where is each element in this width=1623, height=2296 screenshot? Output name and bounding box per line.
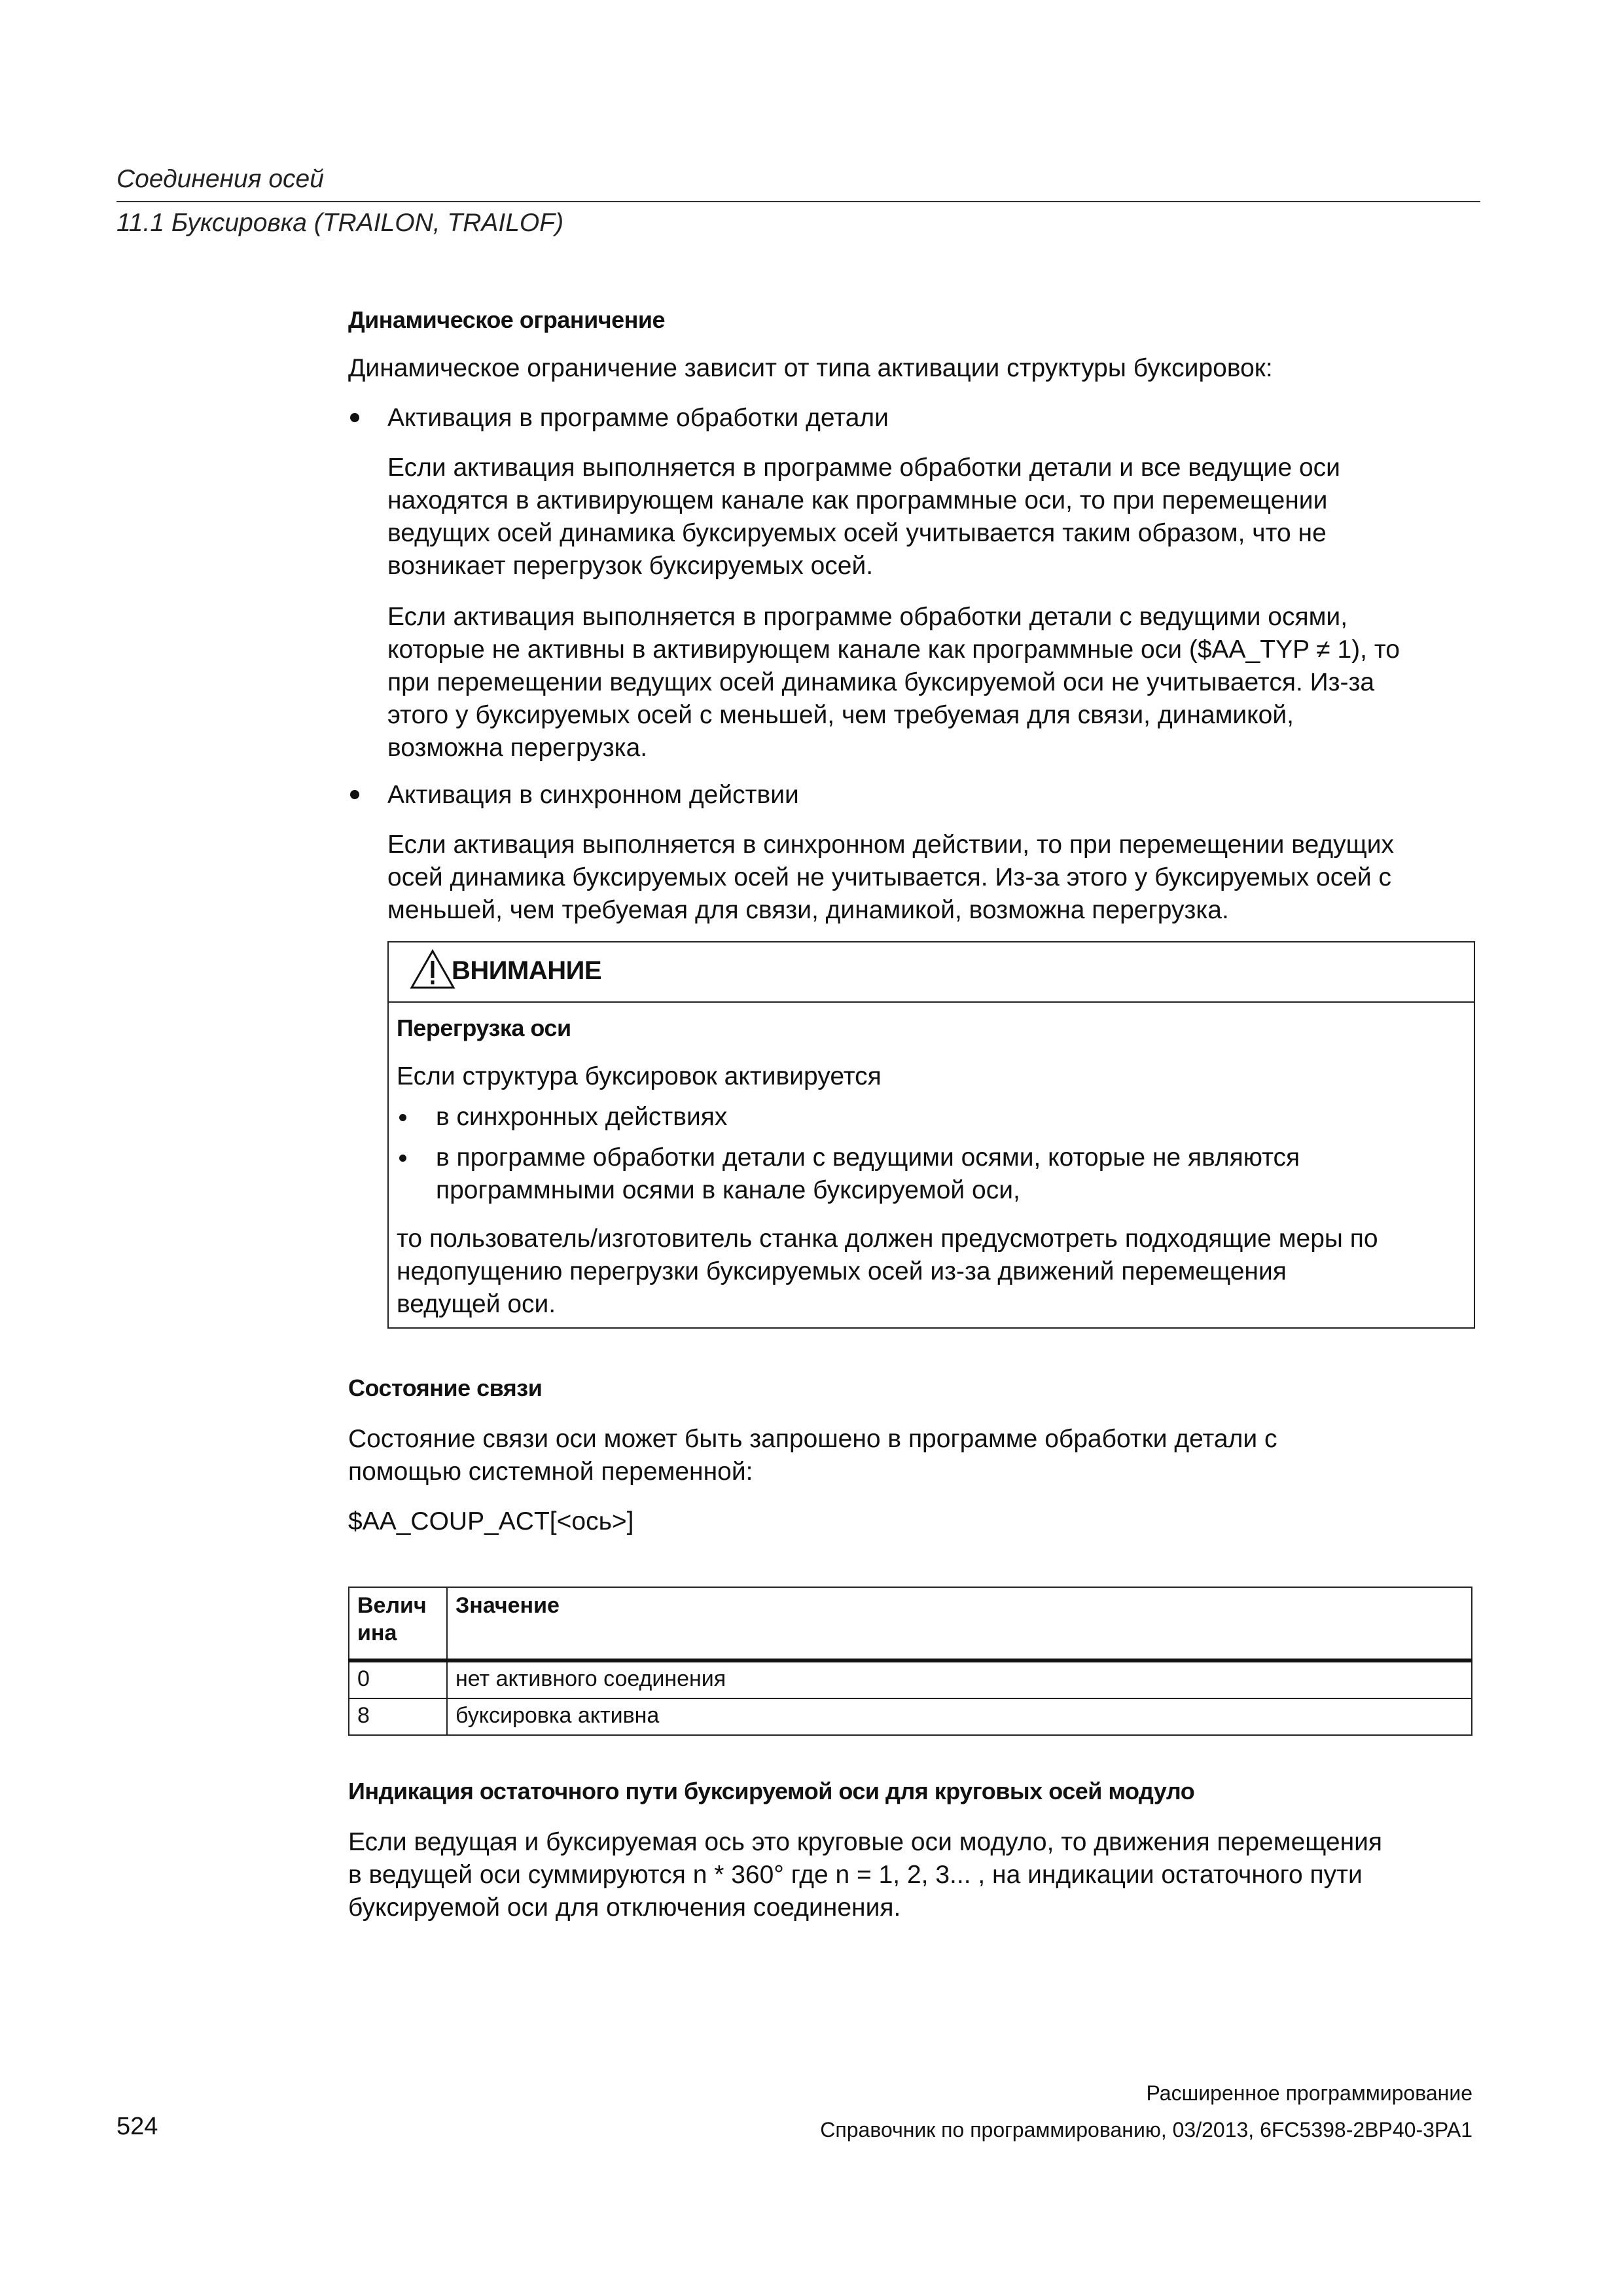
table-header-value (349, 1587, 447, 1660)
table-header-meaning: Значение (447, 1587, 1472, 1660)
text-line: то пользователь/изготовитель станка должен предусмотреть подходящие меры по (397, 1225, 1378, 1253)
text-line: этого у буксируемых осей с меньшей, чем требуемая для связи, динамикой, (387, 701, 1294, 729)
table-cell-meaning: буксировка активна (447, 1698, 1472, 1735)
header-rule (116, 201, 1480, 202)
running-header-section: 11.1 Буксировка (TRAILON, TRAILOF) (116, 209, 564, 237)
warning-title: ВНИМАНИЕ (452, 956, 602, 985)
text-line: Если активация выполняется в программе обработки детали с ведущими осями, (387, 603, 1348, 631)
running-header-chapter: Соединения осей (116, 165, 324, 193)
header-line: Велич (357, 1593, 427, 1618)
table-row (349, 1660, 1472, 1698)
system-variable: $AA_COUP_ACT[<ось>] (348, 1507, 634, 1535)
value-table (348, 1587, 1472, 1736)
bullet-part-program: Активация в программе обработки детали (387, 404, 889, 432)
table-header-row (349, 1587, 1472, 1660)
paragraph-modulo (348, 1826, 1382, 1924)
section-heading-coupling-status: Состояние связи (348, 1374, 543, 1401)
text-line: Если ведущая и буксируемая ось это круговые оси модуло, то движения перемещения (348, 1828, 1383, 1856)
bullet-icon (399, 1114, 406, 1121)
section-heading-modulo: Индикация остаточного пути буксируемой оси для круговых осей модуло (348, 1778, 1195, 1804)
text-line: в ведущей оси суммируются n * 360° где n = 1, 2, 3... , на индикации остаточного пути (348, 1861, 1363, 1889)
bullet-icon (350, 790, 359, 799)
warning-separator (389, 1001, 1474, 1003)
footer-book-title: Расширенное программирование (1146, 2081, 1472, 2105)
warning-item-part-program (436, 1141, 1300, 1207)
header-line: ина (357, 1621, 397, 1645)
text-line: меньшей, чем требуемая для связи, динамикой, возможна перегрузка. (387, 896, 1229, 924)
table-cell-meaning: нет активного соединения (447, 1660, 1472, 1698)
warning-subheading: Перегрузка оси (397, 1014, 571, 1041)
table-row (349, 1698, 1472, 1735)
section-heading-dynamic-limit: Динамическое ограничение (348, 306, 666, 333)
bullet-icon (399, 1155, 406, 1162)
text-line: ведущей оси. (397, 1290, 556, 1318)
text-line: в программе обработки детали с ведущими осями, которые не являются (436, 1143, 1300, 1172)
text-line: ведущих осей динамика буксируемых осей учитывается таким образом, что не (387, 519, 1327, 547)
paragraph-synchronized-action (387, 829, 1394, 927)
bullet-synchronized-action: Активация в синхронном действии (387, 781, 799, 809)
text-line: буксируемой оси для отключения соединения. (348, 1893, 901, 1922)
text-line: осей динамика буксируемых осей не учитывается. Из-за этого у буксируемых осей с (387, 863, 1392, 891)
text-line: программными осями в канале буксируемой оси, (436, 1176, 1020, 1204)
text-line: недопущению перегрузки буксируемых осей из-за движений перемещения (397, 1257, 1287, 1285)
text-line: помощью системной переменной: (348, 1458, 753, 1486)
table-cell-value: 0 (349, 1660, 447, 1698)
text-line: которые не активны в активирующем канале как программные оси ($AA_TYP ≠ 1), то (387, 636, 1400, 664)
text-line: Если активация выполняется в программе обработки детали и все ведущие оси (387, 454, 1340, 482)
paragraph-dynamic-intro: Динамическое ограничение зависит от типа активации структуры буксировок: (348, 354, 1273, 382)
text-line: Если активация выполняется в синхронном действии, то при перемещении ведущих (387, 831, 1395, 859)
warning-intro: Если структура буксировок активируется (397, 1062, 882, 1090)
warning-outro (397, 1223, 1378, 1321)
text-line: Состояние связи оси может быть запрошено в программе обработки детали с (348, 1425, 1277, 1453)
paragraph-coupling-status (348, 1423, 1277, 1488)
page-number: 524 (116, 2113, 158, 2140)
warning-triangle-icon (410, 949, 455, 990)
text-line: возникает перегрузок буксируемых осей. (387, 552, 874, 580)
text-line: возможна перегрузка. (387, 734, 648, 762)
table-cell-value: 8 (349, 1698, 447, 1735)
warning-box (387, 941, 1475, 1329)
paragraph-part-program-1 (387, 452, 1340, 583)
warning-item-sync: в синхронных действиях (436, 1103, 728, 1131)
bullet-icon (350, 413, 359, 422)
text-line: при перемещении ведущих осей динамика буксируемой оси не учитывается. Из-за (387, 668, 1375, 696)
text-line: находятся в активирующем канале как программные оси, то при перемещении (387, 486, 1328, 514)
footer-reference: Справочник по программированию, 03/2013, 6FC5398-2BP40-3PA1 (820, 2118, 1472, 2142)
paragraph-part-program-2 (387, 601, 1400, 764)
